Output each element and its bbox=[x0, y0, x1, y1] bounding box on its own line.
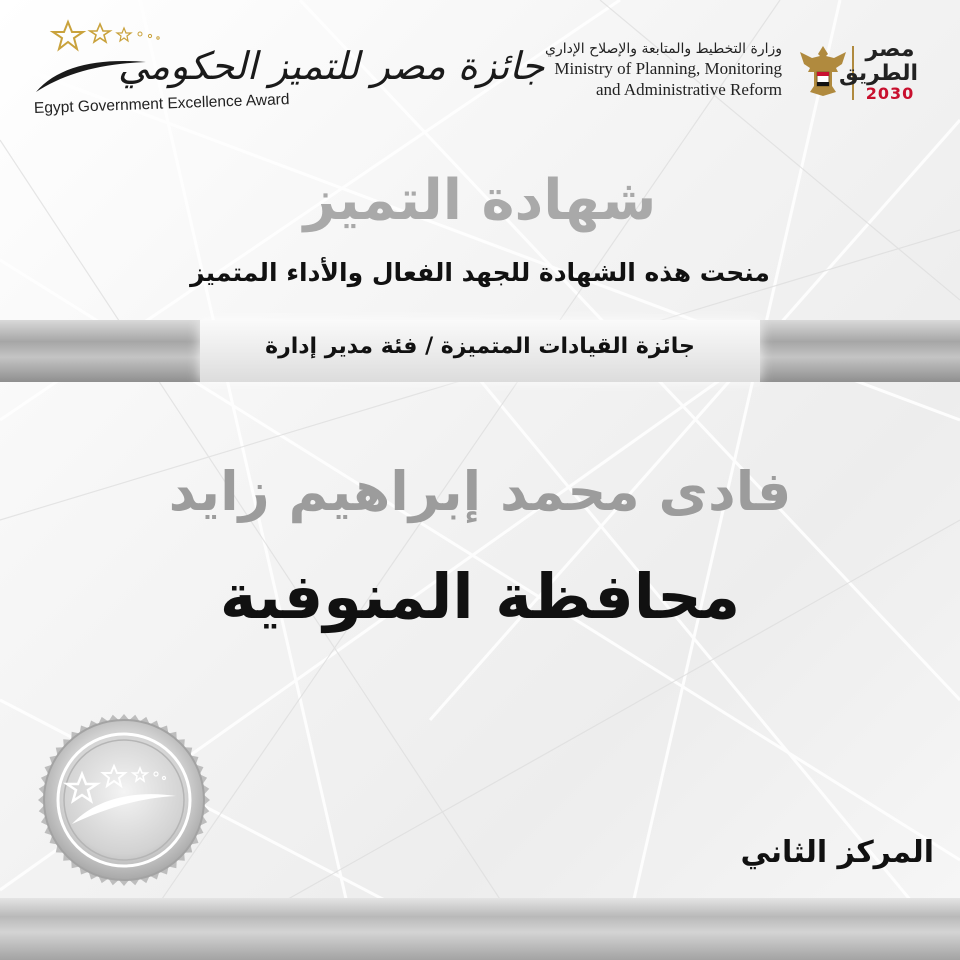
ministry-name-arabic: وزارة التخطيط والمتابعة والإصلاح الإداري bbox=[544, 41, 782, 57]
ministry-block bbox=[462, 40, 782, 100]
vision-label-arabic: مصر الطريق bbox=[838, 37, 918, 86]
recipient-name: فادى محمد إبراهيم زايد bbox=[168, 460, 792, 523]
certificate-title: شهادة التميز bbox=[303, 168, 657, 233]
vision-2030-logo bbox=[838, 37, 918, 103]
category-ribbon bbox=[200, 320, 760, 382]
recipient-organization: محافظة المنوفية bbox=[219, 560, 741, 633]
award-name-arabic: جائزة مصر للتميز الحكومي bbox=[118, 44, 545, 88]
vision-year: 2030 bbox=[865, 84, 915, 103]
silver-star-seal-icon bbox=[36, 712, 212, 888]
category-text: جائزة القيادات المتميزة / فئة مدير إدارة bbox=[265, 334, 695, 359]
certificate-subtitle: منحت هذه الشهادة للجهد الفعال والأداء المتميز bbox=[190, 258, 770, 287]
award-name-english: Egypt Government Excellence Award bbox=[33, 91, 290, 117]
ministry-name-english-line1: Ministry of Planning, Monitoring bbox=[554, 59, 782, 78]
bottom-band bbox=[0, 898, 960, 960]
ministry-name-english-line2: and Administrative Reform bbox=[595, 80, 782, 99]
rank-label: المركز الثاني bbox=[740, 835, 934, 870]
award-logo bbox=[28, 14, 545, 126]
